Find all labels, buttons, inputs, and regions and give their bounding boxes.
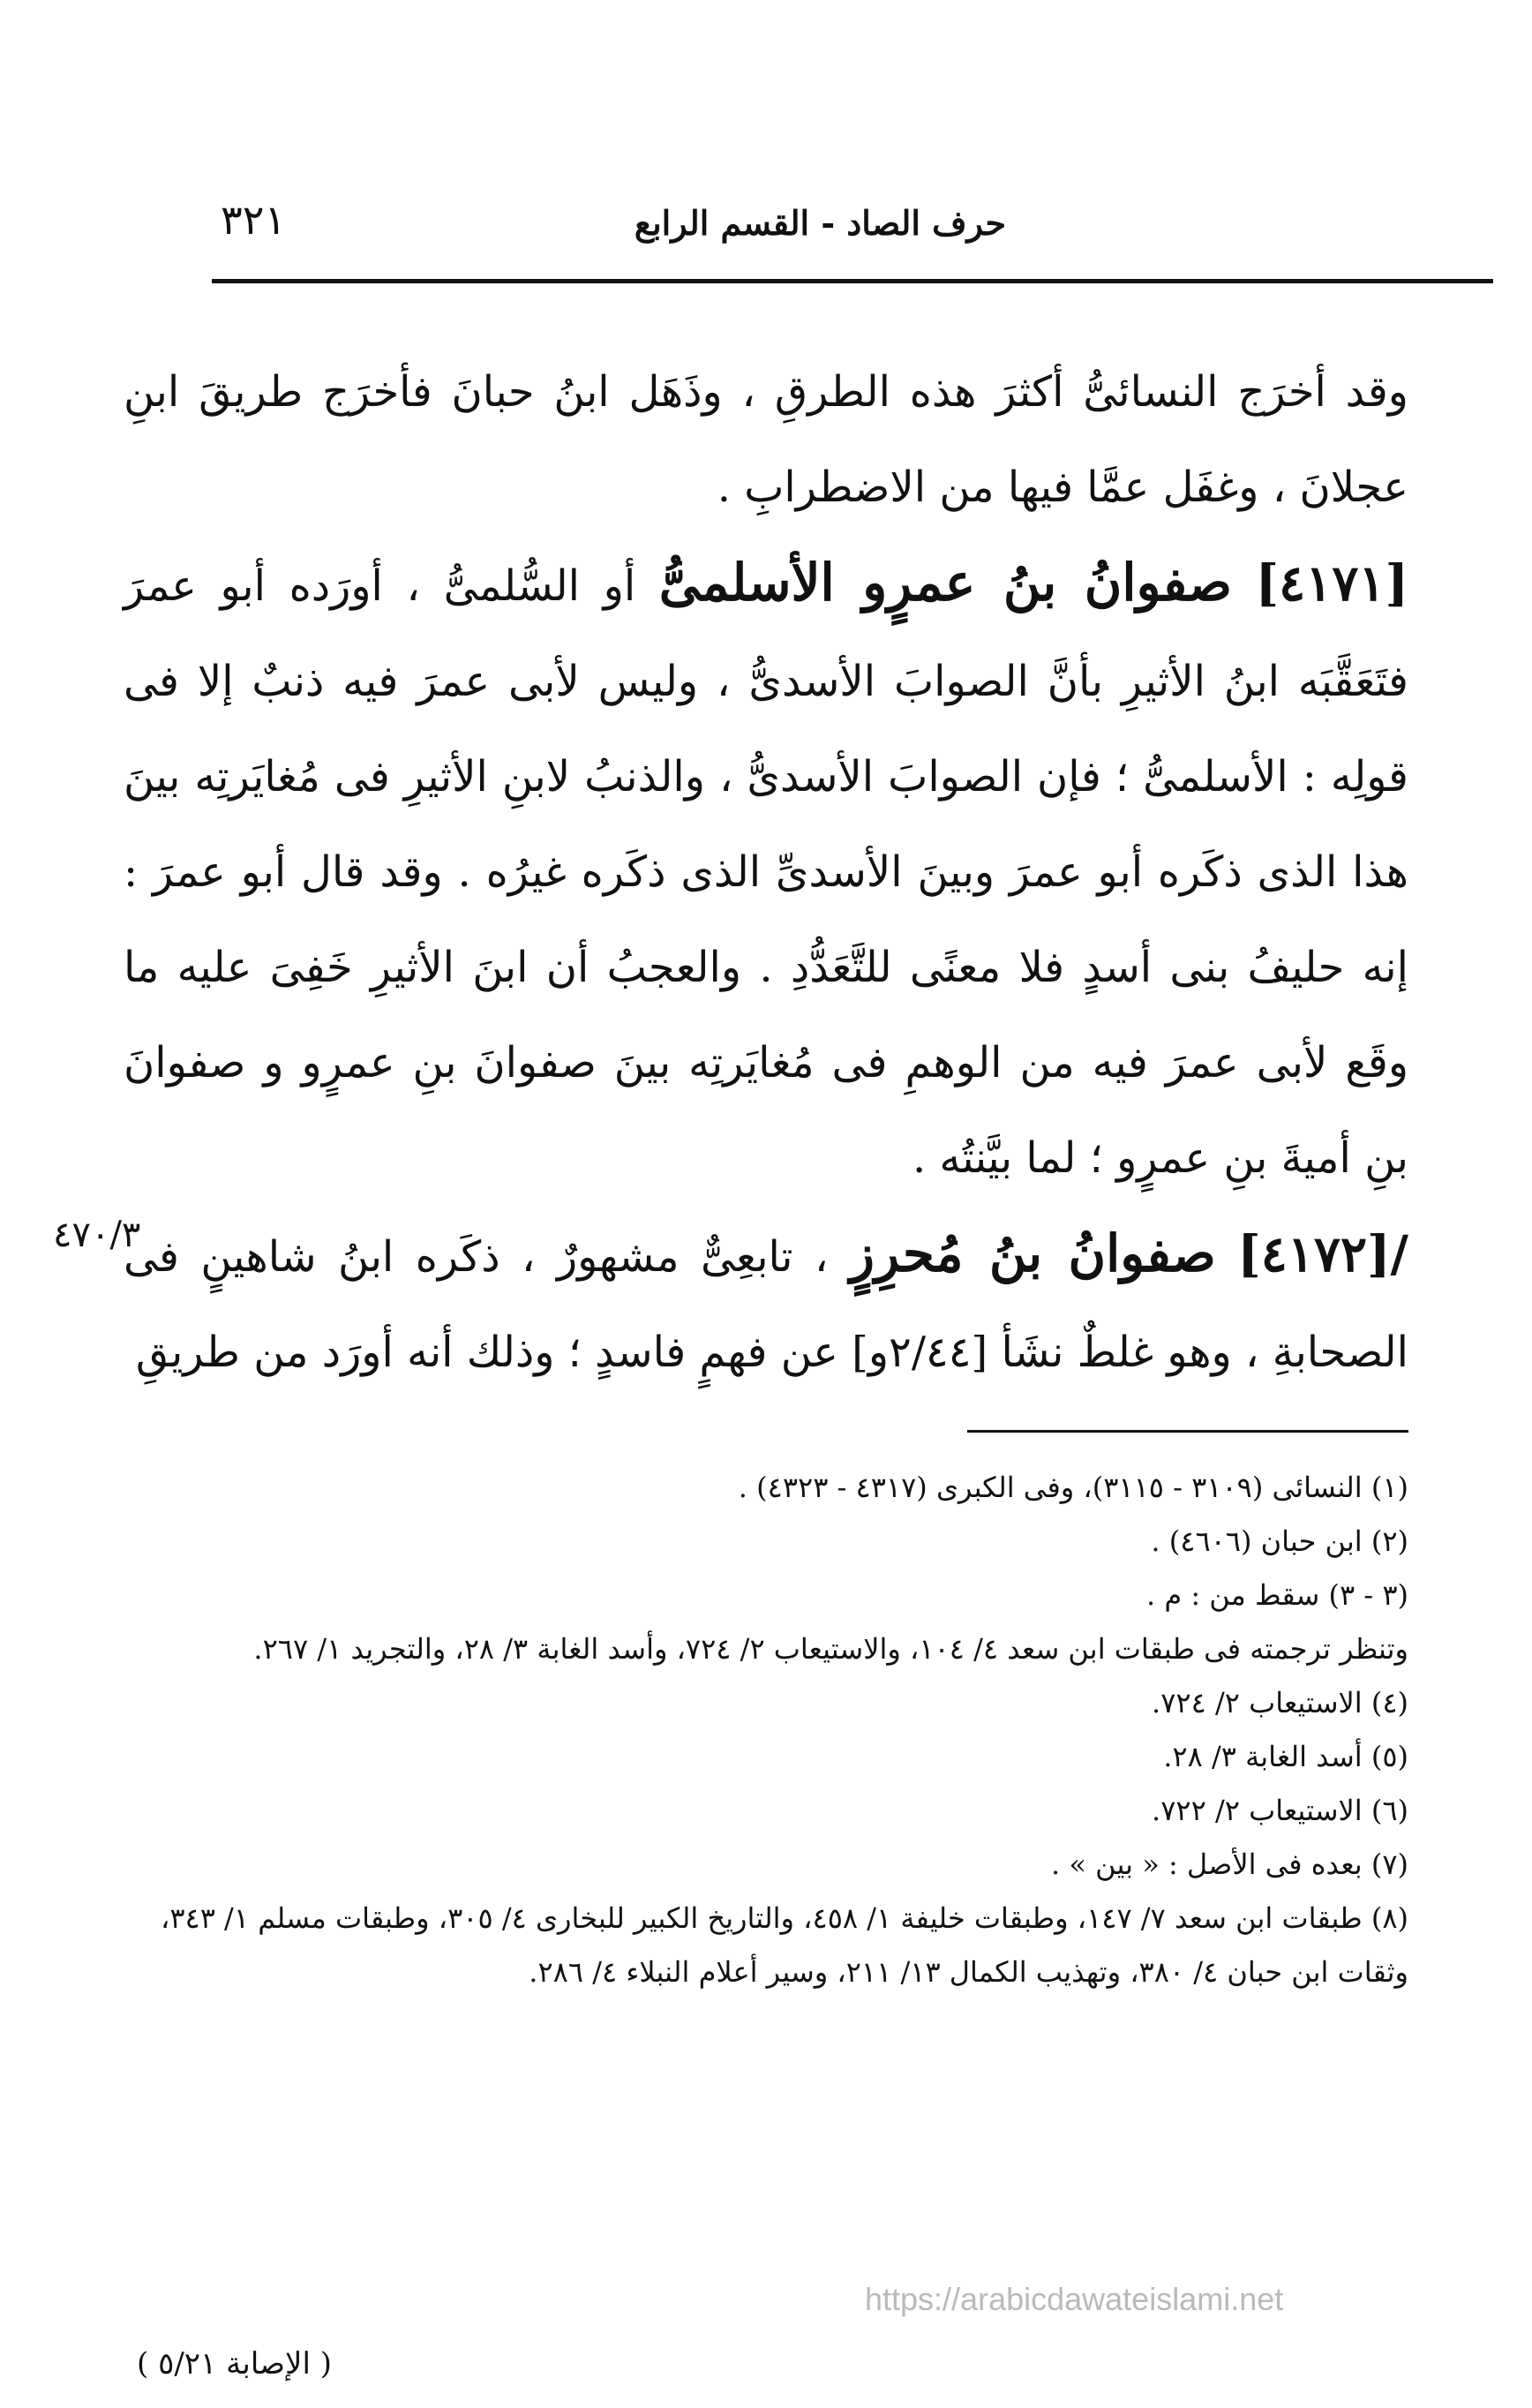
footnote-rule bbox=[967, 1430, 1408, 1433]
volume-reference: ( الإصابة ٥/٢١ ) bbox=[137, 2346, 332, 2382]
entry-4171 bbox=[124, 535, 1408, 1206]
entry-name: صفوانُ بنُ مُحرِزٍ bbox=[849, 1223, 1216, 1283]
entry-name: صفوانُ بنُ عمرٍو الأسلمىُّ bbox=[658, 553, 1233, 613]
header-rule bbox=[212, 279, 1493, 283]
entry-text: ، تابعِىٌّ مشهورٌ ، ذكَره ابنُ شاهينٍ فى الصحابةِ ، وهو غلطٌ نشَأ [٢/٤٤و] عن فهمٍ فاسدٍ ؛ وذلك أنه أورَد من طريقِ bbox=[124, 1232, 1408, 1377]
footnote-5: (٥) أسد الغابة ٣/ ٢٨. bbox=[1163, 1740, 1408, 1773]
paragraph-intro: وقد أخرَج النسائىُّ أكثرَ هذه الطرقِ ، وذَهَل ابنُ حبانَ فأخرَج طريقَ ابنِ عجلانَ ، وغفَل عمَّا فيها من الاضطرابِ . bbox=[124, 367, 1408, 512]
watermark-link[interactable]: https://arabicdawateislami.net bbox=[865, 2281, 1284, 2317]
running-title: حرف الصاد - القسم الرابع bbox=[634, 203, 1006, 243]
page-header bbox=[212, 196, 1500, 258]
entry-4172 bbox=[124, 1206, 1408, 1400]
footnotes bbox=[120, 1461, 1408, 1999]
entry-number: [٤١٧١] bbox=[1255, 554, 1408, 613]
entry-number: /[٤١٧٢] bbox=[1237, 1225, 1408, 1283]
footnote-6: (٦) الاستيعاب ٢/ ٧٢٢. bbox=[1152, 1794, 1408, 1827]
footnote-7: (٧) بعده فى الأصل : « بين » . bbox=[1051, 1847, 1408, 1881]
footnote-2: (٢) ابن حبان (٤٦٠٦) . bbox=[1151, 1524, 1408, 1558]
main-text bbox=[124, 344, 1408, 1400]
footnote-3-continued: وتنظر ترجمته فى طبقات ابن سعد ٤/ ١٠٤، والاستيعاب ٢/ ٧٢٤، وأسد الغابة ٣/ ٢٨، والتجريد ١/ ٢٦٧. bbox=[253, 1632, 1408, 1666]
footnote-8: (٨) طبقات ابن سعد ٧/ ١٤٧، وطبقات خليفة ١/ ٤٥٨، والتاريخ الكبير للبخارى ٤/ ٣٠٥، وطبقات مسلم ١/ ٣٤٣، وثقات ابن حبان ٤/ ٣٨٠، وتهذيب الكمال ١٣/ ٢١١، وسير أعلام النبلاء ٤/ ٢٨٦. bbox=[160, 1901, 1408, 1989]
entry-alt-name: أو السُّلمىُّ bbox=[443, 561, 636, 611]
page-number: ٣٢١ bbox=[221, 196, 287, 244]
margin-reference: ٤٧٠/٣ bbox=[53, 1215, 141, 1255]
footnote-1: (١) النسائى (٣١٠٩ - ٣١١٥)، وفى الكبرى (٤٣١٧ - ٤٣٢٣) . bbox=[738, 1471, 1408, 1504]
footnote-4: (٤) الاستيعاب ٢/ ٧٢٤. bbox=[1152, 1686, 1408, 1719]
footnote-3: (٣ - ٣) سقط من : م . bbox=[1146, 1578, 1408, 1612]
entry-text: ، أورَده أبو عمرَ فتَعَقَّبَه ابنُ الأثيرِ بأنَّ الصوابَ الأسدىُّ ، وليس لأبى عمرَ فيه ذنبٌ إلا فى قولِه : الأسلمىُّ ؛ فإن الصوابَ الأسدىُّ ، والذنبُ لابنِ الأثيرِ فى مُغايَرتِه بينَ هذا الذى ذكَره أبو عمرَ وبينَ الأسدىِّ الذى ذكَره غيرُه . وقد قال أبو عمرَ : إنه حليفُ بنى أسدٍ فلا معنًى للتَّعَدُّدِ . والعجبُ أن ابنَ الأثيرِ خَفِىَ عليه ما وقَع لأبى عمرَ فيه من الوهمِ فى مُغايَرتِه بينَ صفوانَ بنِ عمرٍو و صفوانَ بنِ أميةَ بنِ عمرٍو ؛ لما بيَّنتُه . bbox=[124, 561, 1409, 1183]
